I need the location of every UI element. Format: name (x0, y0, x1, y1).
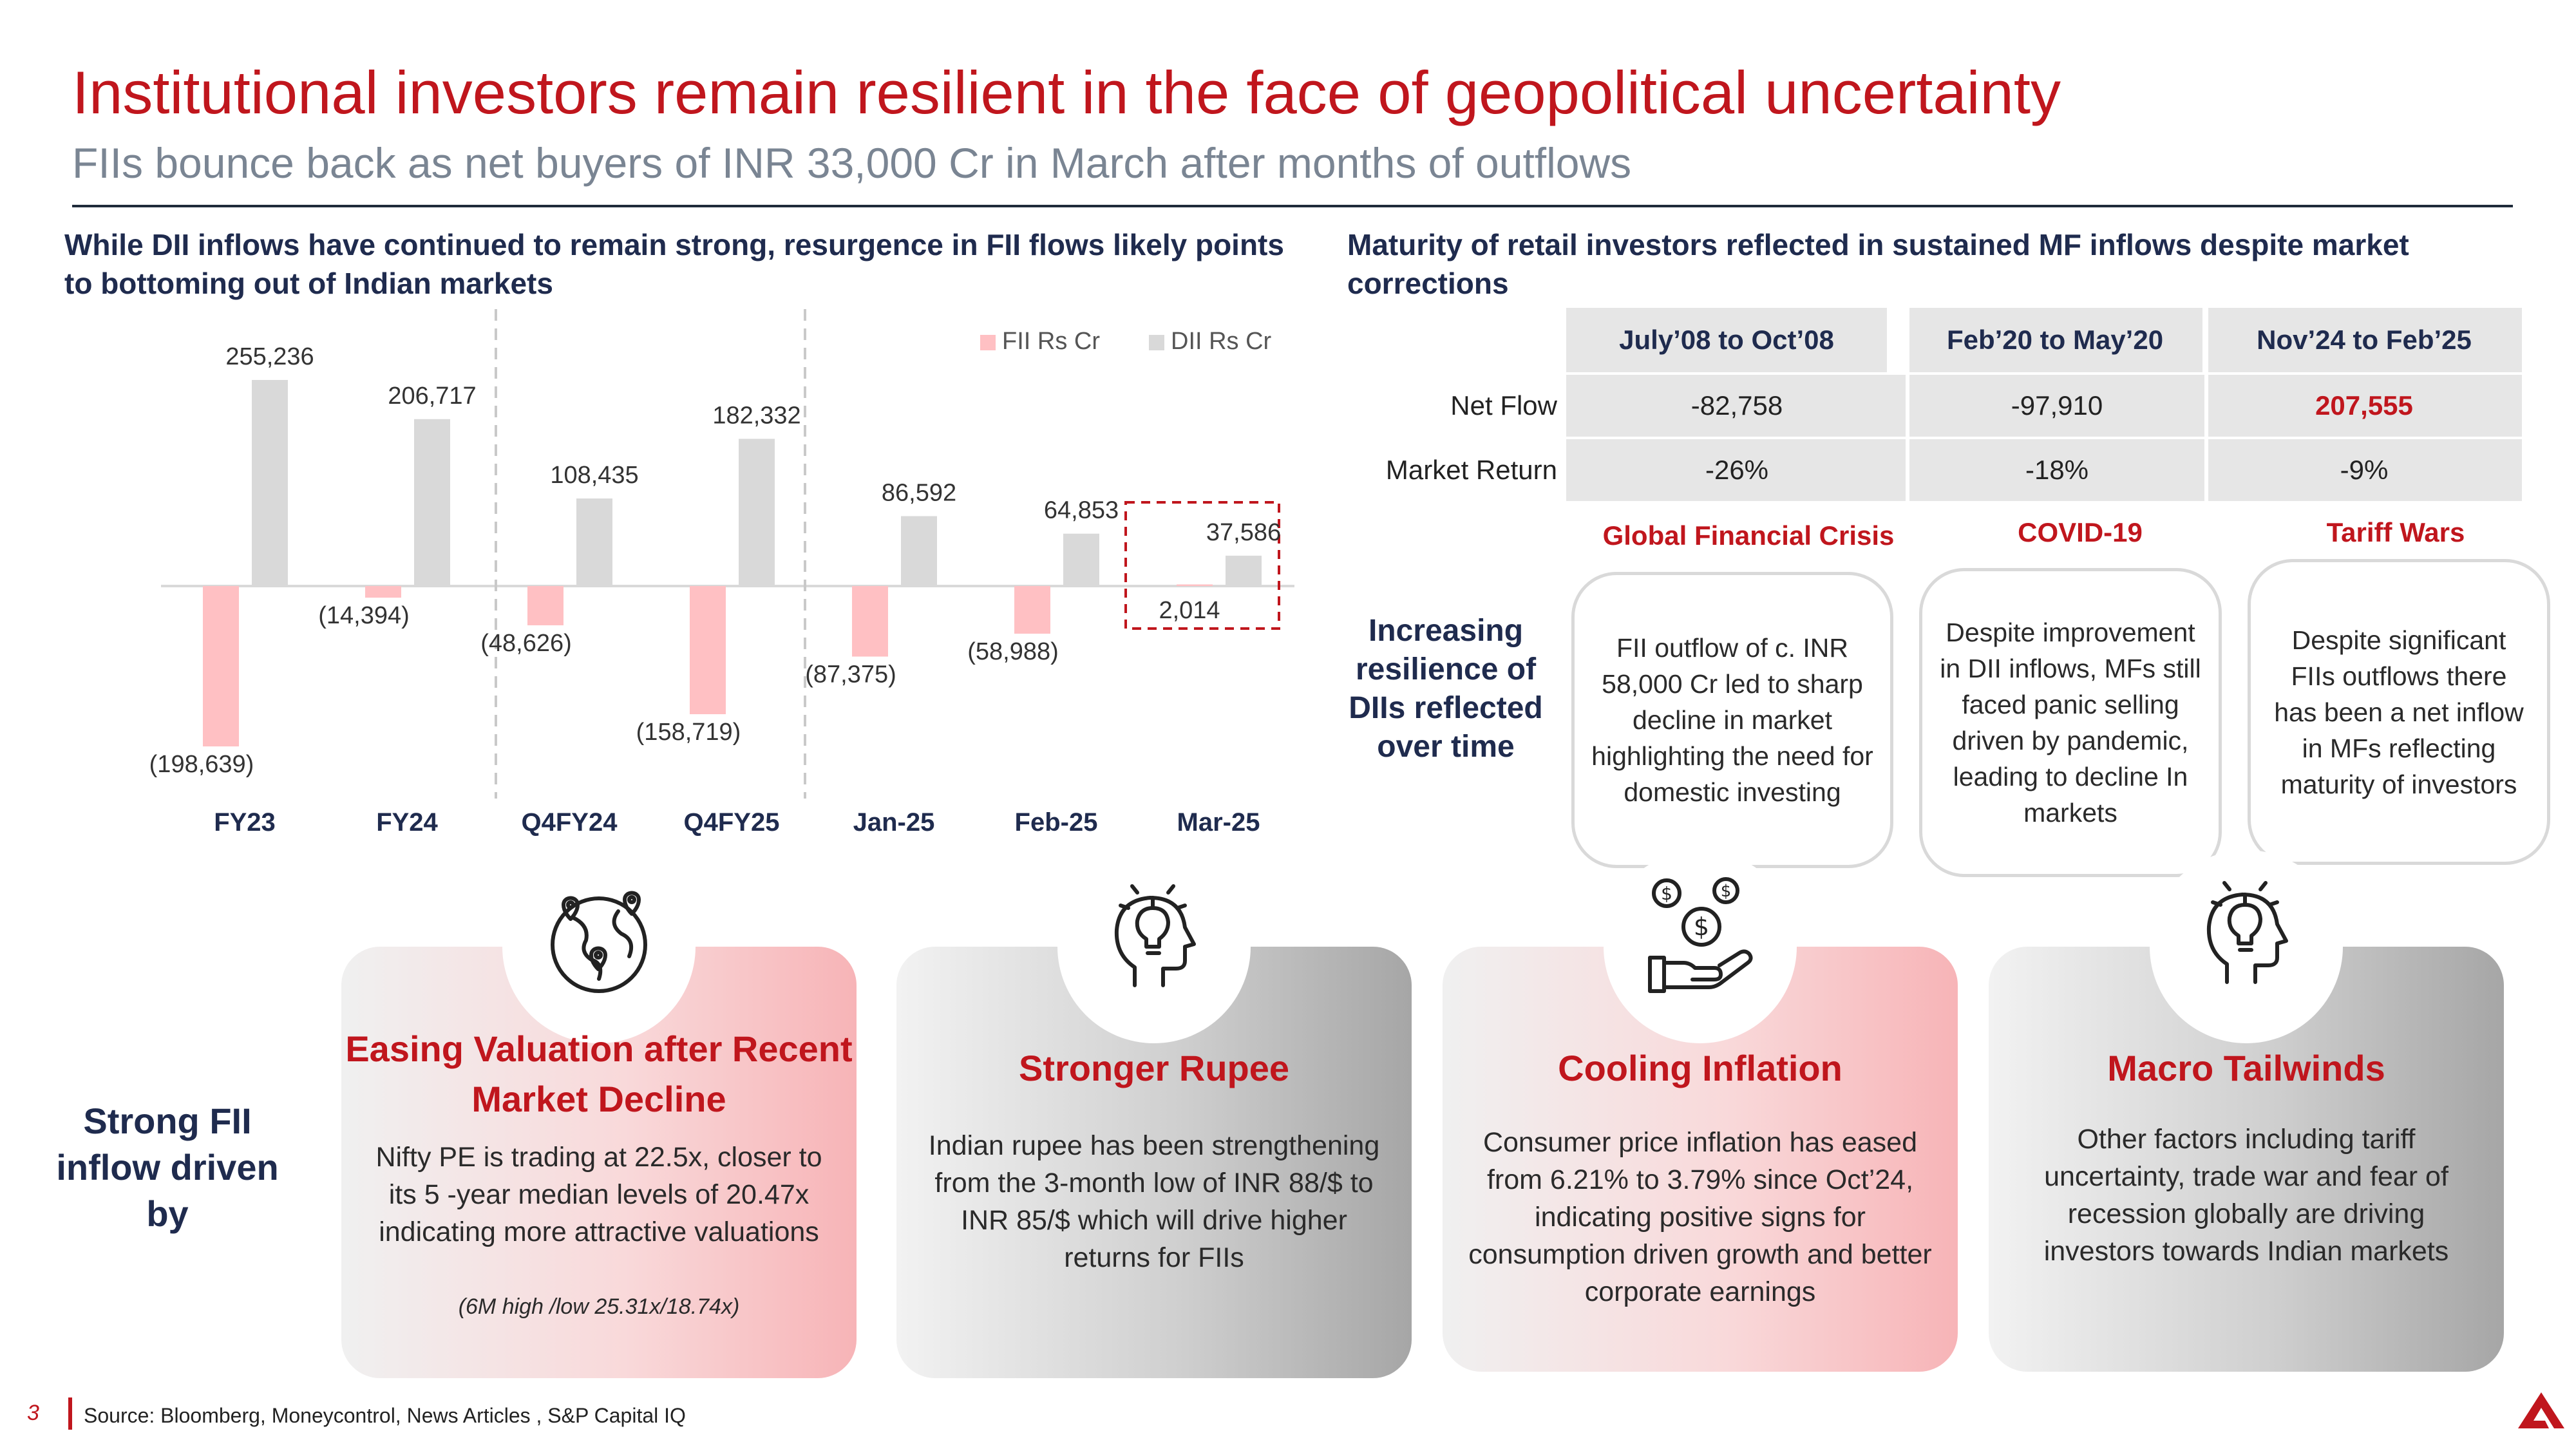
fii-bar (690, 586, 726, 714)
table-row-divider (1566, 437, 2522, 439)
card-cooling-inflation (1443, 947, 1958, 1372)
fii-value-label: (58,988) (967, 638, 1059, 665)
category-label: FY24 (376, 808, 438, 837)
category-label: Q4FY25 (683, 808, 780, 837)
dii-value-label: 37,586 (1206, 518, 1282, 546)
fii-bar (1014, 586, 1050, 634)
era-note-covid: Despite improvement in DII inflows, MFs still faced panic selling driven by pandemic, leading to decline In markets (1919, 568, 2222, 877)
legend-label: FII Rs Cr (1002, 328, 1100, 355)
category-label: Q4FY24 (521, 808, 618, 837)
table-header-gfc: July’08 to Oct’08 (1566, 308, 1887, 372)
fii-value-label: (48,626) (480, 629, 572, 657)
fii-value-label: (87,375) (805, 661, 896, 688)
dii-bar (414, 419, 450, 586)
fii-value-label: (198,639) (149, 751, 254, 779)
card-title: Easing Valuation after Recent Market Decline (345, 1028, 853, 1119)
card-stronger-rupee (896, 947, 1412, 1378)
dii-bar (1226, 556, 1262, 586)
svg-text:$: $ (1693, 913, 1710, 941)
table-header-covid: Feb’20 to May’20 (1908, 308, 2202, 372)
market-return-gfc: -26% (1566, 439, 1908, 501)
dii-bar (576, 498, 612, 586)
dii-value-label: 206,717 (388, 382, 477, 410)
market-return-tariff: -9% (2206, 439, 2522, 501)
net-flow-gfc: -82,758 (1566, 375, 1908, 437)
card-body: Other factors including tariff uncertainty, trade war and fear of recession globally are driving investors towards Indian markets (2043, 1124, 2449, 1267)
era-note-gfc: FII outflow of c. INR 58,000 Cr led to sharp decline in market highlighting the need for domestic investing (1571, 572, 1893, 868)
table-column-divider (2204, 308, 2208, 501)
svg-text:$: $ (1661, 883, 1672, 904)
card-macro-tailwinds (1989, 947, 2504, 1372)
page-title: Institutional investors remain resilient in the face of geopolitical uncertainty (72, 59, 2061, 126)
legend-swatch (980, 335, 996, 350)
globe-pins-icon (535, 873, 663, 1001)
brand-logo (2517, 1391, 2566, 1430)
page-subtitle: FIIs bounce back as net buyers of INR 33,000 Cr in March after months of outflows (72, 139, 1632, 187)
net-flow-tariff: 207,555 (2206, 375, 2522, 437)
hand-coins-icon (1636, 873, 1765, 1001)
card-title: Cooling Inflation (1558, 1048, 1842, 1088)
dii-bar (252, 380, 288, 586)
fii-value-label: (158,719) (636, 718, 741, 746)
fii-bar (527, 586, 564, 625)
dii-value-label: 64,853 (1043, 497, 1119, 524)
row-label-market-return: Market Return (1385, 455, 1557, 485)
era-label-covid: COVID-19 (2018, 517, 2143, 547)
fii-dii-flow-chart (0, 309, 1327, 863)
card-body: Indian rupee has been strengthening from the 3-month low of INR 88/$ to INR 85/$ which will drive higher returns for FIIs (928, 1130, 1380, 1273)
row-label-net-flow: Net Flow (1450, 390, 1557, 421)
card-body: Nifty PE is trading at 22.5x, closer to its 5 -year median levels of 20.47x indicating more attractive valuations (375, 1142, 822, 1247)
svg-text:$: $ (1720, 882, 1732, 901)
fii-value-label: 2,014 (1159, 597, 1220, 624)
category-label: FY23 (214, 808, 276, 837)
card-note: (6M high /low 25.31x/18.74x) (458, 1294, 740, 1319)
table-section-heading: Maturity of retail investors reflected in sustained MF inflows despite market corrections (1347, 228, 2409, 300)
card-easing-valuation (341, 947, 857, 1378)
title-divider (72, 205, 2513, 207)
card-title: Stronger Rupee (1018, 1048, 1290, 1088)
category-label: Feb-25 (1014, 808, 1098, 837)
card-title: Macro Tailwinds (2107, 1048, 2385, 1088)
dii-bar (739, 439, 775, 586)
era-note-tariff: Despite significant FIIs outflows there has been a net inflow in MFs reflecting maturity of investors (2248, 559, 2550, 865)
category-label: Mar-25 (1177, 808, 1260, 837)
head-bulb-icon (1090, 869, 1218, 998)
era-label-tariff: Tariff Wars (2326, 517, 2465, 547)
table-column-divider (1906, 308, 1909, 501)
resilience-label: Increasing resilience of DIIs reflected over time (1349, 614, 1543, 764)
page-number: 3 (27, 1401, 39, 1425)
chart-section-heading: While DII inflows have continued to remain strong, resurgence in FII flows likely points to bottoming out of Indian markets (64, 228, 1284, 300)
dii-bar (1063, 534, 1099, 586)
fii-bar (203, 586, 239, 746)
dii-value-label: 108,435 (550, 462, 639, 489)
legend-label: DII Rs Cr (1171, 328, 1272, 355)
fii-bar (365, 586, 401, 598)
card-body: Consumer price inflation has eased from 6.21% to 3.79% since Oct’24, indicating positive signs for consumption driven growth and better corporate earnings (1468, 1127, 1932, 1307)
head-bulb-icon (2182, 866, 2311, 995)
footer-divider (68, 1397, 72, 1430)
net-flow-covid: -97,910 (1908, 375, 2206, 437)
table-header-tariff: Nov’24 to Feb’25 (2206, 308, 2522, 372)
fii-value-label: (14,394) (318, 602, 410, 630)
era-label-gfc: Global Financial Crisis (1602, 520, 1895, 551)
dii-value-label: 255,236 (225, 343, 314, 370)
fii-bar (1177, 584, 1213, 586)
market-return-covid: -18% (1908, 439, 2206, 501)
source-note: Source: Bloomberg, Moneycontrol, News Articles , S&P Capital IQ (84, 1404, 686, 1427)
dii-bar (901, 516, 937, 586)
legend-swatch (1149, 335, 1164, 350)
dii-value-label: 182,332 (712, 402, 801, 430)
dii-value-label: 86,592 (881, 479, 957, 507)
category-label: Jan-25 (853, 808, 935, 837)
drivers-label: Strong FII inflow driven by (56, 1101, 279, 1234)
fii-bar (852, 586, 888, 657)
